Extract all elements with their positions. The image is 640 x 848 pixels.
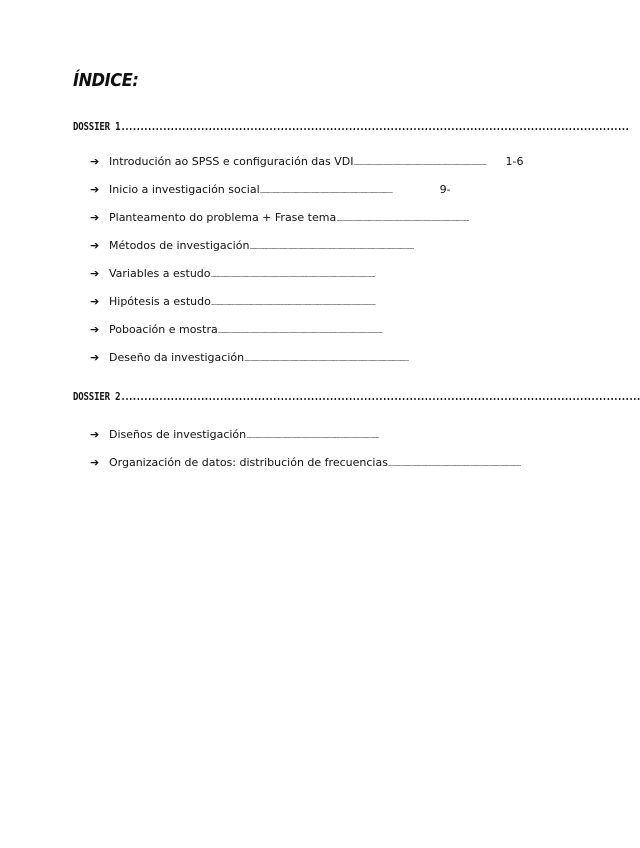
- index-title: ÍNDICE:: [73, 70, 139, 91]
- toc-item: [90, 323, 512, 336]
- toc-item-label: Métodos de investigación: [109, 239, 250, 252]
- arrow-right-icon: ➔: [90, 239, 100, 252]
- toc-item-label: Variables a estudo: [109, 267, 211, 280]
- toc-item-page: 9-: [439, 183, 451, 196]
- toc-item-label: Hipótesis a estudo: [109, 295, 211, 308]
- leader-dots: ..................................................................................................................................................: [353, 160, 486, 167]
- leader-dots: .....................................................................................................................................................................................: [210, 272, 375, 279]
- toc-item-label: Planteamento do problema + Frase tema: [109, 211, 337, 224]
- dossier-label: DOSSIER 1: [73, 120, 121, 133]
- toc-item: [90, 239, 513, 252]
- leader-dots: ..................................................................................................................................................: [336, 216, 469, 223]
- arrow-right-icon: ➔: [90, 155, 100, 168]
- leader-dots: .....................................................................................................................................................................................: [244, 356, 409, 363]
- toc-item: [90, 456, 521, 469]
- arrow-right-icon: ➔: [90, 428, 100, 441]
- leader-dots: .....................................................................................................................................................................................: [210, 300, 376, 307]
- arrow-right-icon: ➔: [90, 267, 100, 280]
- arrow-right-icon: ➔: [90, 295, 100, 308]
- dossier-label: DOSSIER 2: [73, 390, 121, 403]
- dossier-leader-dots: ......................................................................................................................................: [120, 120, 629, 133]
- arrow-right-icon: ➔: [90, 183, 100, 196]
- toc-item-label: Introdución ao SPSS e configuración das VDI: [109, 155, 354, 168]
- toc-item-label: Organización de datos: distribución de frecuencias: [109, 456, 388, 469]
- toc-item-label: Diseños de investigación: [109, 428, 247, 441]
- dossier-leader-dots: .........................................................................................................................................: [120, 390, 640, 403]
- arrow-right-icon: ➔: [90, 456, 100, 469]
- dossier-heading: [73, 120, 628, 133]
- toc-item: [90, 267, 447, 280]
- leader-dots: ..................................................................................................................................................: [259, 188, 393, 195]
- leader-dots: ..................................................................................................................................................: [387, 461, 521, 468]
- toc-item-label: Deseño da investigación: [109, 351, 245, 364]
- dossier-heading: [73, 390, 640, 403]
- toc-item: [90, 351, 504, 364]
- arrow-right-icon: ➔: [90, 323, 100, 336]
- toc-item-page: 1-6: [505, 155, 524, 168]
- leader-dots: .....................................................................................................................................................................................: [249, 244, 414, 251]
- toc-item: [90, 155, 523, 168]
- leader-dots: .....................................................................................................................................................................................: [217, 328, 382, 335]
- toc-item-label: Poboación e mostra: [109, 323, 218, 336]
- toc-item: [90, 183, 451, 196]
- arrow-right-icon: ➔: [90, 351, 100, 364]
- toc-item: [90, 211, 502, 224]
- toc-item-label: Inicio a investigación social: [109, 183, 260, 196]
- arrow-right-icon: ➔: [90, 211, 100, 224]
- toc-item: [90, 295, 475, 308]
- leader-dots: ..................................................................................................................................................: [246, 433, 379, 440]
- toc-item: [90, 428, 388, 441]
